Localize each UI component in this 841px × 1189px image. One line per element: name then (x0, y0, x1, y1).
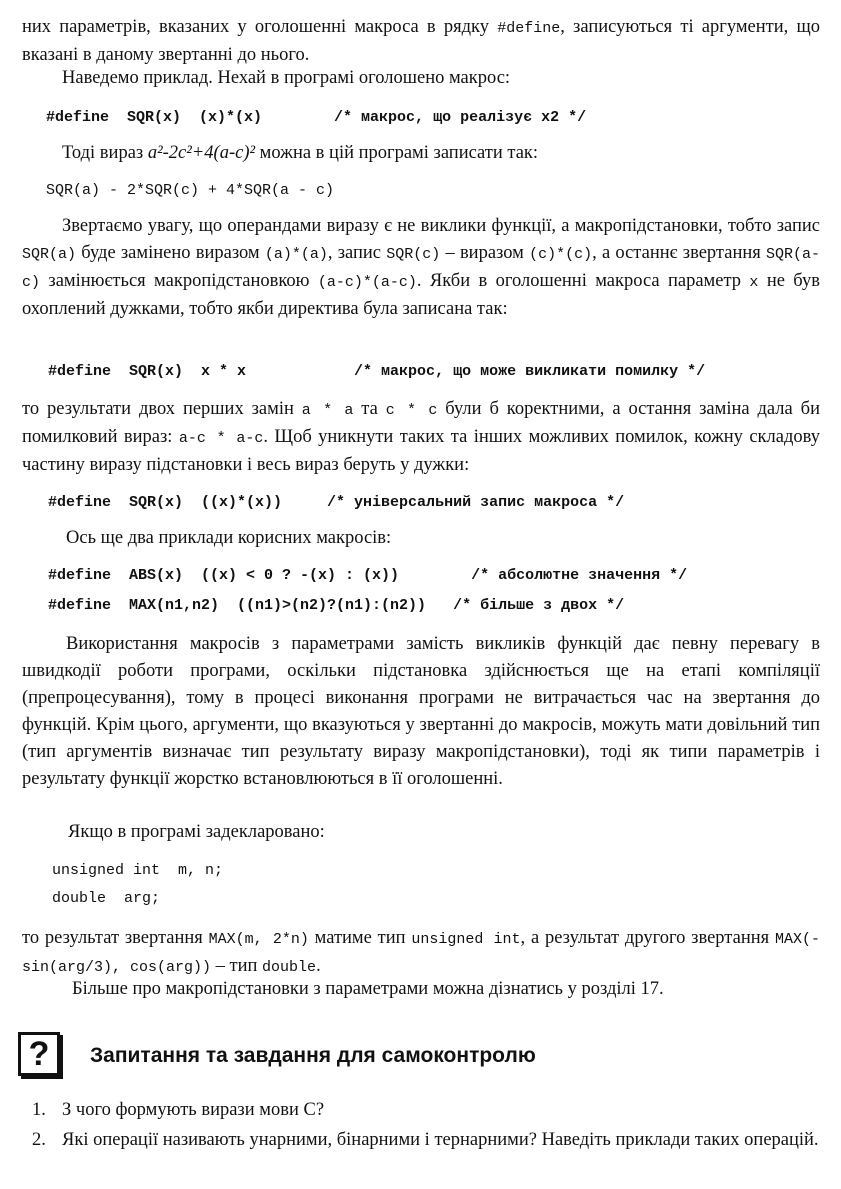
code-line-6: #define MAX(n1,n2) ((n1)>(n2)?(n1):(n2)) /* більше з двох */ (48, 597, 625, 614)
inline-code: #define (497, 20, 561, 37)
list-item-text: Які операції називають унарними, бінарними і тернарними? Наведіть приклади таких операцій. (62, 1130, 819, 1150)
code-line-4: #define SQR(x) ((x)*(x)) /* універсальний запис макроса */ (48, 494, 625, 511)
code-line-7: unsigned int m, n; (52, 862, 224, 879)
paragraph-9: то результат звертання MAX(m, 2*n) матиме тип unsigned int, а результат другого звертання MAX(-sin(arg/3), cos(arg)) – тип double. (22, 928, 820, 976)
formula: a²-2c²+4(a-c)² (147, 143, 256, 163)
list-item-number: 2. (32, 1130, 46, 1150)
paragraph-6: Ось ще два приклади корисних макросів: (66, 528, 392, 548)
text: Тоді вираз (62, 143, 148, 163)
paragraph-7: Використання макросів з параметрами замість викликів функцій дає певну перевагу в швидкодії роботи програми, оскільки підстановка здійснюється ще на етапі компіляції (препроцесування), тому в процесі виконання програми не витрачається час на звертання до функцій. Крім цього, аргументи, що вказуються у звертанні до макросів, можуть мати довільний тип (тип аргументів визначає тип результату виразу макропідстановки), тоді як типи параметрів і результату функції жорстко встановлюються в її оголошенні. (22, 634, 820, 789)
list-item (32, 1127, 838, 1183)
list-item (32, 1097, 838, 1125)
paragraph-10: Більше про макропідстановки з параметрами можна дізнатись у розділі 17. (72, 979, 664, 999)
paragraph-4: Звертаємо увагу, що операндами виразу є не виклики функції, а макропідстановки, тобто запис SQR(a) буде замінено виразом (a)*(a), запис SQR(c) – виразом (c)*(c), а останнє звертання SQR(a-c) замінюється макропідстановкою (a-c)*(a-c). Якби в оголошенні макроса параметр x не був охоплений дужками, тобто якби директива була записана так: (22, 216, 820, 319)
paragraph-2: Наведемо приклад. Нехай в програмі оголошено макрос: (62, 68, 511, 88)
code-line-8: double arg; (52, 890, 161, 907)
list-item-number: 1. (32, 1100, 46, 1120)
paragraph-1 (22, 14, 820, 69)
code-line-5: #define ABS(x) ((x) < 0 ? -(x) : (x)) /* абсолютне значення */ (48, 567, 688, 584)
text: них параметрів, вказаних у оголошенні макроса в рядку (22, 17, 498, 37)
paragraph-3 (62, 143, 538, 164)
section-title: Запитання та завдання для самоконтролю (90, 1044, 536, 1067)
text: , записуються ті аргументи, що вказані в даному звертанні до нього. (22, 17, 820, 65)
list-item-text: З чого формують вирази мови С? (62, 1100, 325, 1120)
question-icon: ? (18, 1032, 60, 1076)
code-line-1: #define SQR(x) (x)*(x) /* макрос, що реалізує x2 */ (46, 109, 587, 126)
paragraph-5: то результати двох перших замін a * a та c * c були б коректними, а остання заміна дала би помилковий вираз: a-c * a-c. Щоб уникнути таких та інших можливих помилок, кожну складову частину виразу підстановки і весь вираз беруть у дужки: (22, 399, 820, 475)
code-line-3: #define SQR(x) x * x /* макрос, що може викликати помилку */ (48, 363, 706, 380)
code-line-2: SQR(a) - 2*SQR(c) + 4*SQR(a - c) (46, 182, 335, 199)
text: можна в цій програмі записати так: (255, 143, 539, 163)
paragraph-8: Якщо в програмі задекларовано: (68, 822, 325, 842)
